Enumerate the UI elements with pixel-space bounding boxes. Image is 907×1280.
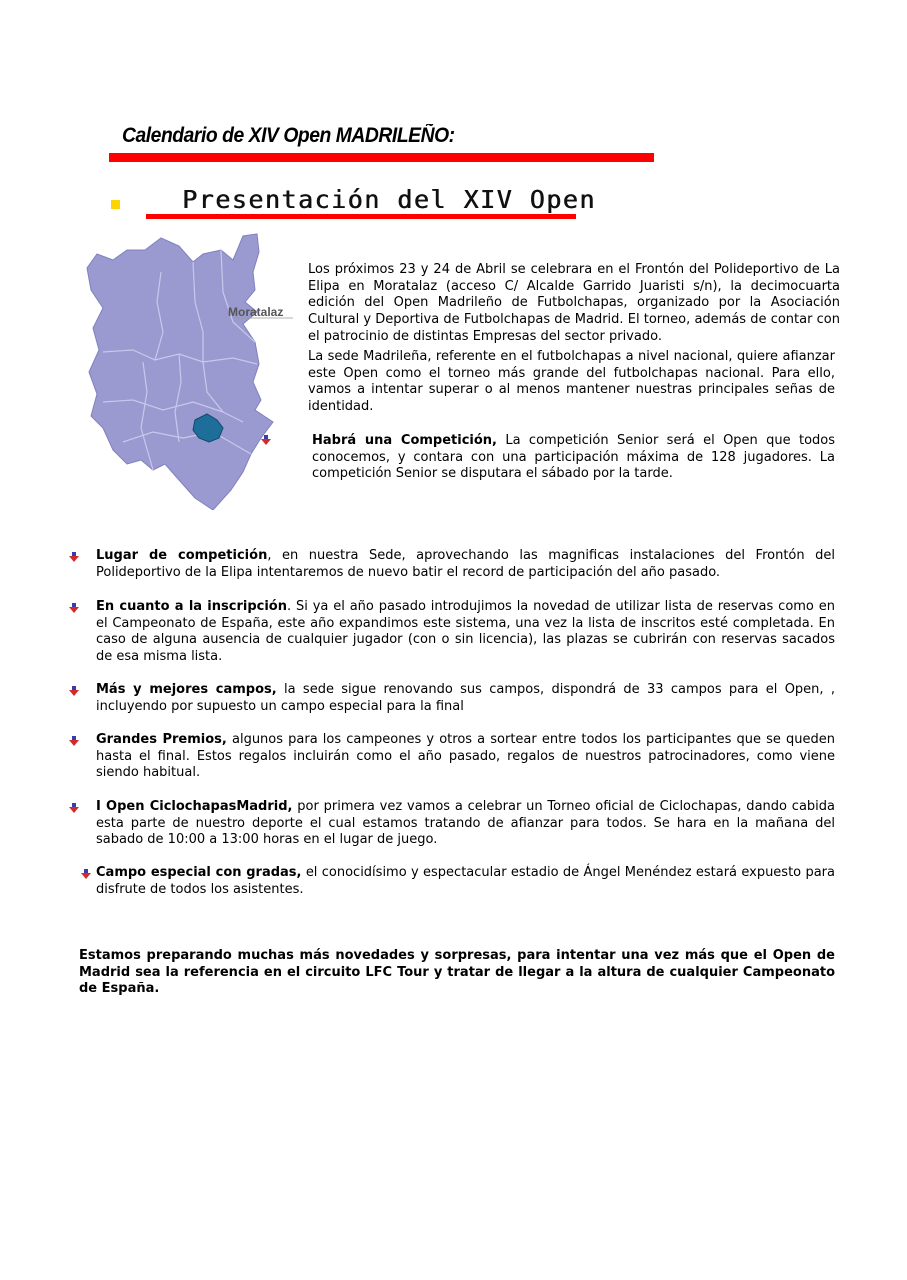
- list-item-text: por primera vez vamos a celebrar un Torneo oficial de Ciclochapas, dando cabida esta parte de nuestro deporte el cual estamos tratando de afianzar para todos. Se hara en la mañana del sabado de 10:00 a 13:00 horas en el lugar de juego.: [96, 799, 835, 848]
- document-title: Calendario de XIV Open MADRILEÑO:: [122, 124, 455, 147]
- list-item-bold: En cuanto a la inscripción: [96, 599, 287, 614]
- arrow-bullet-icon: [69, 686, 79, 696]
- closing-paragraph: Estamos preparando muchas más novedades y sorpresas, para intentar una vez más que el Open de Madrid sea la referencia en el circuito LFC Tour y tratar de llegar a la altura de cualquier Campeonato de España.: [79, 948, 835, 997]
- arrow-bullet-icon: [69, 603, 79, 613]
- list-item: [96, 799, 835, 849]
- list-item-text: , en nuestra Sede, aprovechando las magnificas instalaciones del Frontón del Polideportivo de la Elipa intentaremos de nuevo batir el record de participación del año pasado.: [96, 548, 836, 580]
- list-item-text: . Si ya el año pasado introdujimos la novedad de utilizar lista de reservas como en el Campeonato de España, este año expandimos este sistema, una vez la lista de inscritos esté completada. En caso de alguna ausencia de cualquier jugador (con o sin licencia), las plazas se cubrirán con reservas sacados de esa misma lista.: [96, 599, 835, 665]
- list-item: [96, 732, 835, 782]
- intro-paragraph-3-text: La competición Senior será el Open que todos conocemos, y contara con una participación máxima de 128 jugadores. La competición Senior se disputara el sábado por la tarde.: [312, 433, 836, 482]
- list-item-text: la sede sigue renovando sus campos, dispondrá de 33 campos para el Open, , incluyendo por supuesto un campo especial para la final: [96, 682, 836, 714]
- arrow-bullet-icon: [69, 736, 79, 746]
- list-item: [96, 548, 835, 581]
- title-underline: [109, 153, 654, 162]
- arrow-bullet-icon: [69, 803, 79, 813]
- list-item: [96, 599, 835, 666]
- intro-paragraph-3-bold: Habrá una Competición,: [312, 433, 498, 448]
- list-item-bold: Lugar de competición: [96, 548, 268, 563]
- heading-underline: [146, 214, 576, 219]
- intro-paragraph-1: Los próximos 23 y 24 de Abril se celebrara en el Frontón del Polideportivo de La Elipa en Moratalaz (acceso C/ Alcalde Garrido Juaristi s/n), la decimocuarta edición del Open Madrileño de Futbolchapas, organizado por la Asociación Cultural y Deportiva de Futbolchapas de Madrid. El torneo, además de contar con el patrocinio de distintas Empresas del sector privado.: [308, 262, 840, 344]
- list-item-bold: Campo especial con gradas,: [96, 865, 302, 880]
- list-item: [96, 682, 835, 715]
- list-item-text: algunos para los campeones y otros a sortear entre todos los participantes que se queden hasta el final. Estos regalos incluirán como el año pasado, regalos de nuestros patrocinadores, como viene siendo habitual.: [96, 732, 835, 781]
- section-heading: Presentación del XIV Open: [182, 185, 596, 214]
- arrow-bullet-icon: [69, 552, 79, 562]
- list-item-bold: Más y mejores campos,: [96, 682, 277, 697]
- madrid-district-map: [83, 232, 298, 510]
- list-item-bold: I Open CiclochapasMadrid,: [96, 799, 293, 814]
- intro-paragraph-2: La sede Madrileña, referente en el futbolchapas a nivel nacional, quiere afianzar este Open como el torneo más grande del futbolchapas nacional. Para ello, vamos a intentar superar o al menos mantener nuestras principales señas de identidad.: [308, 349, 835, 415]
- intro-paragraph-3: [312, 433, 835, 483]
- map-label-moratalaz: Moratalaz: [228, 305, 284, 319]
- square-bullet-icon: [111, 200, 120, 209]
- list-item-bold: Grandes Premios,: [96, 732, 227, 747]
- list-item: [96, 865, 835, 898]
- arrow-bullet-icon: [81, 869, 91, 879]
- arrow-bullet-icon: [261, 435, 271, 445]
- list-item-text: el conocidísimo y espectacular estadio de Ángel Menéndez estará expuesto para disfrute de todos los asistentes.: [96, 865, 835, 897]
